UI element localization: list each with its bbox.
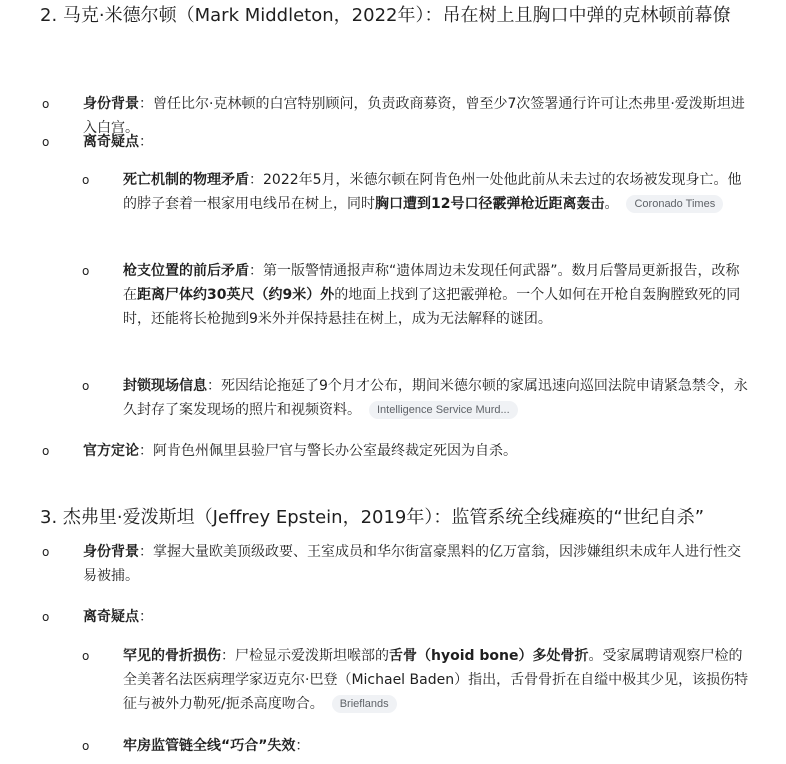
bullet-icon: o: [42, 135, 50, 149]
source-chip[interactable]: Intelligence Service Murd...: [369, 401, 518, 419]
bullet-icon: o: [82, 264, 90, 278]
item-text: ：阿肯色州佩里县验尸官与警长办公室最终裁定死因为自杀。: [139, 443, 517, 459]
item-text: ：掌握大量欧美顶级政要、王室成员和华尔街富豪黑料的亿万富翁，因涉嫌组织未成年人进行性交易被捕。: [83, 544, 741, 584]
item-text: ：曾任比尔·克林顿的白宫特别顾问，负责政商募资，曾至少7次签署通行许可让杰弗里·爱泼斯坦进入白宫。: [83, 96, 745, 136]
item-label: 官方定论: [83, 443, 139, 459]
source-chip[interactable]: Brieflands: [332, 695, 397, 713]
list-item-conclusion: [83, 439, 753, 463]
item-label: 枪支位置的前后矛盾: [123, 263, 249, 279]
bullet-icon: o: [82, 739, 90, 753]
item-label: 死亡机制的物理矛盾: [123, 172, 249, 188]
list-item-doubt: 封锁现场信息：死因结论拖延了9个月才公布，期间米德尔顿的家属迅速向巡回法院申请紧急禁令，永久封存了案发现场的照片和视频资料。 Intelligence Service Murd...: [123, 378, 748, 418]
list-item-doubts: 离奇疑点：: [83, 609, 153, 625]
item-label: 身份背景: [83, 96, 139, 112]
source-chip[interactable]: Coronado Times: [626, 195, 723, 213]
bullet-icon: o: [82, 173, 90, 187]
bullet-icon: o: [42, 545, 50, 559]
list-item-doubt: 罕见的骨折损伤：尸检显示爱泼斯坦喉部的舌骨（hyoid bone）多处骨折。受家属聘请观察尸检的全美著名法医病理学家迈克尔·巴登（Michael Baden）指出，舌骨骨折在自缢中极其少见，该损伤特征与被外力勒死/扼杀高度吻合。 Brieflands: [123, 648, 749, 712]
bullet-icon: o: [82, 649, 90, 663]
list-item-background: [83, 540, 753, 588]
list-item-doubt: 死亡机制的物理矛盾：2022年5月，米德尔顿在阿肯色州一处他此前从未去过的农场被发现身亡。他的脖子套着一根家用电线吊在树上，同时胸口遭到12号口径霰弹枪近距离轰击。 Coronado Times: [123, 172, 742, 212]
item-label: 离奇疑点: [83, 134, 139, 150]
bullet-icon: o: [42, 610, 50, 624]
list-item-doubt: 枪支位置的前后矛盾：第一版警情通报声称“遗体周边未发现任何武器”。数月后警局更新报告，改称在距离尸体约30英尺（约9米）外的地面上找到了这把霰弹枪。一个人如何在开枪自轰胸膛致死的同时，还能将长枪抛到9米外并保持悬挂在树上，成为无法解释的谜团。: [123, 263, 741, 327]
list-item-doubt: 牢房监管链全线“巧合”失效：: [123, 738, 310, 754]
list-item-doubts: 离奇疑点：: [83, 134, 153, 150]
bullet-icon: o: [82, 379, 90, 393]
bullet-icon: o: [42, 97, 50, 111]
item-label: 身份背景: [83, 544, 139, 560]
section-heading: 3. 杰弗里·爱泼斯坦（Jeffrey Epstein，2019年）：监管系统全线瘫痪的“世纪自杀”: [40, 507, 705, 528]
section-heading: 2. 马克·米德尔顿（Mark Middleton，2022年）：吊在树上且胸口中弹的克林顿前幕僚: [40, 5, 731, 26]
item-label: 罕见的骨折损伤: [123, 648, 221, 664]
item-label: 牢房监管链全线“巧合”失效: [123, 738, 296, 754]
item-label: 封锁现场信息: [123, 378, 207, 394]
item-label: 离奇疑点: [83, 609, 139, 625]
bullet-icon: o: [42, 444, 50, 458]
